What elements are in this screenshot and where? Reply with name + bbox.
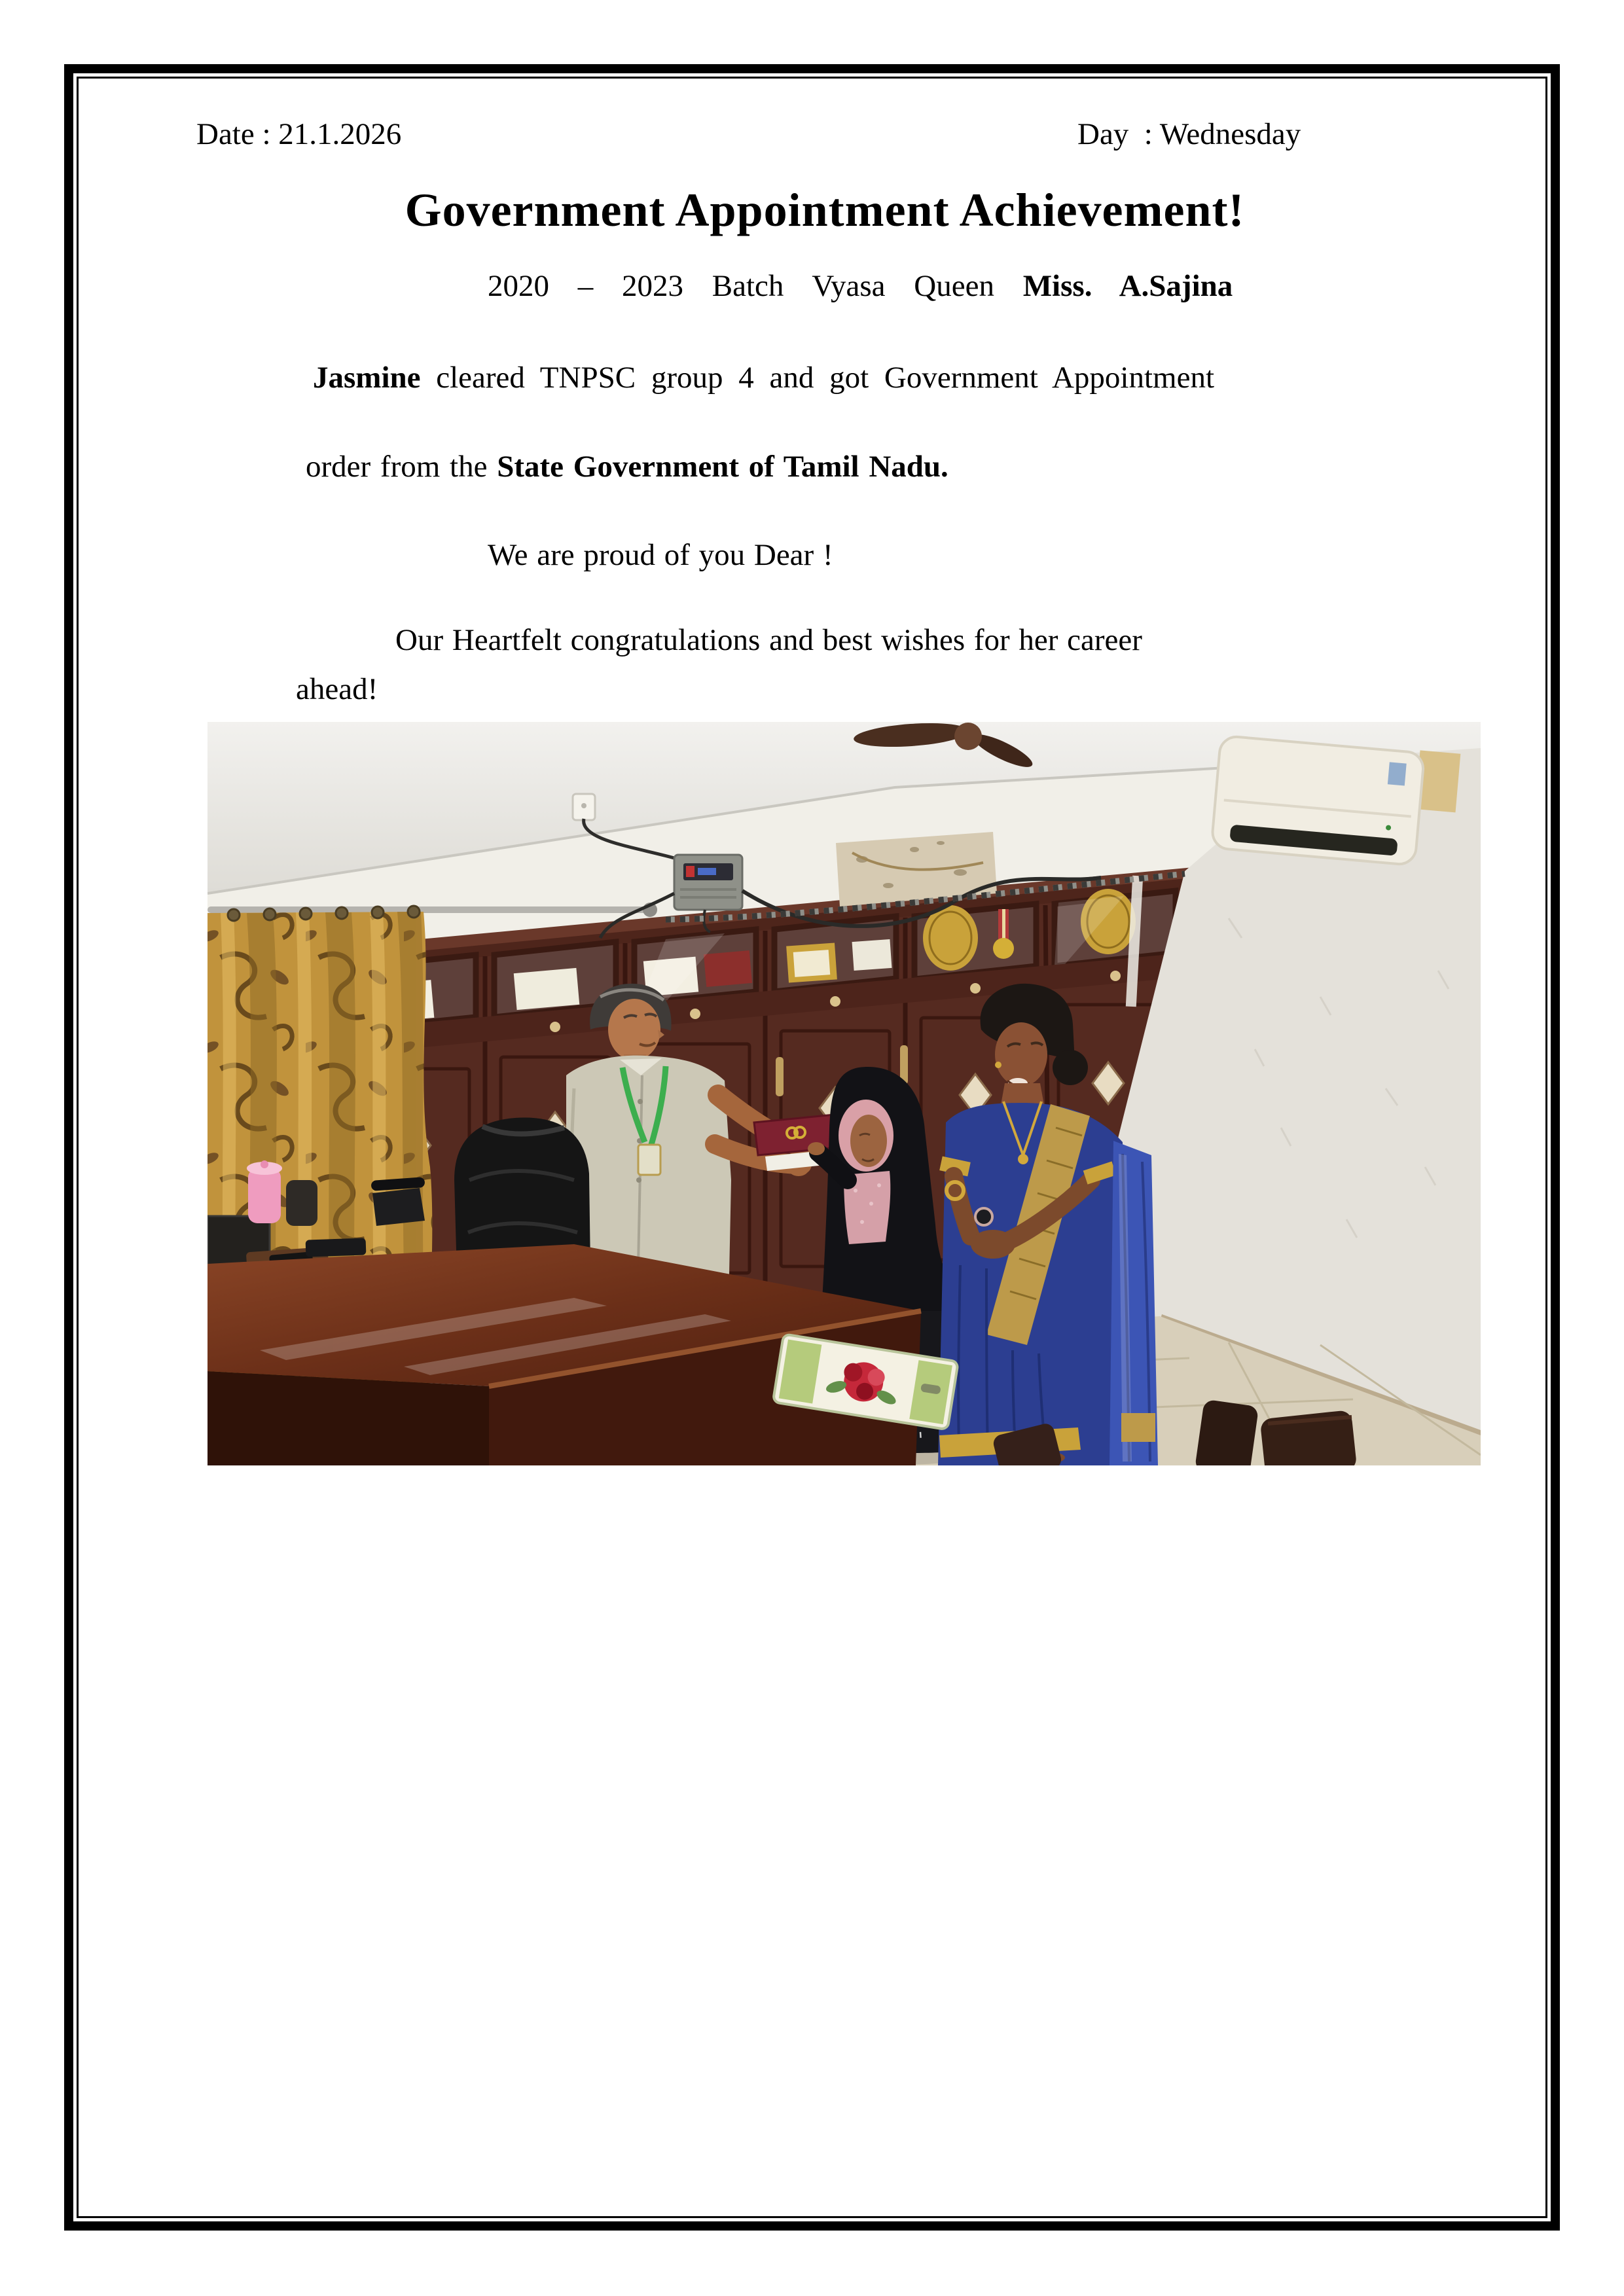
body-line-2-regular: cleared TNPSC group 4 and got Government Appointment [420, 361, 1215, 395]
saree-face [995, 1022, 1047, 1086]
body-line-4: We are proud of you Dear ! [488, 538, 833, 572]
ceremony-photo [208, 722, 1481, 1465]
body-line-2 [313, 359, 1214, 397]
wrist-watch [975, 1208, 992, 1225]
body-line-1 [488, 267, 1233, 306]
body-line-3 [306, 448, 948, 486]
date-text: Date : 21.1.2026 [196, 117, 402, 151]
body-line-2-bold: Jasmine [313, 361, 421, 395]
power-socket [573, 794, 595, 820]
body-line-1-regular: 2020 – 2023 Batch Vyasa Queen [488, 269, 1023, 303]
body-line-5: Our Heartfelt congratulations and best wishes for her career [395, 623, 1142, 657]
body-line-6: ahead! [296, 672, 378, 706]
body-line-3-bold: State Government of Tamil Nadu. [497, 450, 948, 484]
day-text: Day : Wednesday [1077, 117, 1301, 151]
body-line-1-bold: Miss. A.Sajina [1022, 269, 1233, 303]
man-face [608, 999, 660, 1060]
telephone [371, 1177, 425, 1226]
dark-flask [286, 1180, 317, 1226]
hijab-face [850, 1115, 887, 1167]
pink-jar [247, 1160, 282, 1223]
body-line-3-regular: order from the [306, 450, 497, 484]
page-title: Government Appointment Achievement! [405, 184, 1245, 236]
